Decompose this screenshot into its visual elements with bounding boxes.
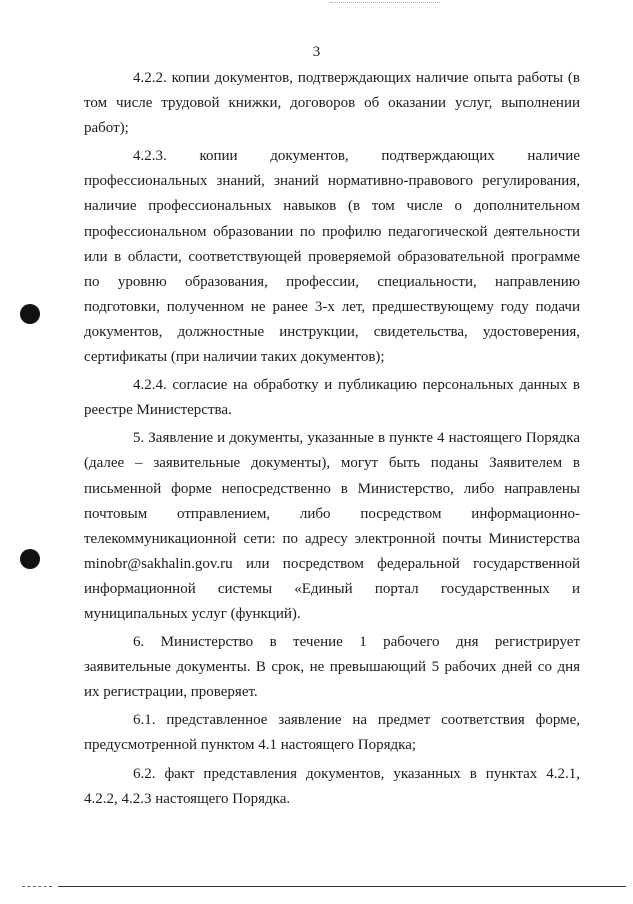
paragraph-6-2: 6.2. факт представления документов, указанных в пунктах 4.2.1, 4.2.2, 4.2.3 настоящего Порядка. [84,765,580,807]
punch-hole [20,304,40,324]
paragraph-6: 6. Министерство в течение 1 рабочего дня регистрирует заявительные документы. В срок, не превышающий 5 рабочих дней со дня их регистрации, проверяет. [84,634,580,701]
punch-hole [20,549,40,569]
paragraph-4-2-2: 4.2.2. копии документов, подтверждающих наличие опыта работы (в том числе трудовой книжки, договоров об оказании услуг, выполнении работ); [84,70,580,137]
footer-rule [22,886,52,887]
footer-rule [58,886,626,887]
document-body [84,66,580,812]
page-number: 3 [312,44,321,60]
paragraph-5: 5. Заявление и документы, указанные в пункте 4 настоящего Порядка (далее – заявительные документы), могут быть поданы Заявителем в письменной форме непосредственно в Министерство, либо направлены почтовым отправлением, либо посредством информационно-телекоммуникационной сети: по адресу электронной почты Министерства minobr@sakhalin.gov.ru или посредством федеральной государственной информационной системы «Единый портал государственных и муниципальных услуг (функций). [84,430,580,622]
paragraph-4-2-3: 4.2.3. копии документов, подтверждающих наличие профессиональных знаний, знаний нормативно-правового регулирования, наличие профессиональных навыков (в том числе о дополнительном профессиональном образовании по профилю педагогической деятельности или в области, соответствующей проверяемой образовательной программе по уровню образования, профессии, специальности, направлению подготовки, полученном не ранее 3-х лет, предшествующему году подачи документов, должностные инструкции, свидетельства, удостоверения, сертификаты (при наличии таких документов); [84,148,580,366]
paragraph-4-2-4: 4.2.4. согласие на обработку и публикацию персональных данных в реестре Министерства. [84,377,580,419]
scan-artifact [330,2,440,3]
paragraph-6-1: 6.1. представленное заявление на предмет соответствия форме, предусмотренной пунктом 4.1 настоящего Порядка; [84,712,580,754]
